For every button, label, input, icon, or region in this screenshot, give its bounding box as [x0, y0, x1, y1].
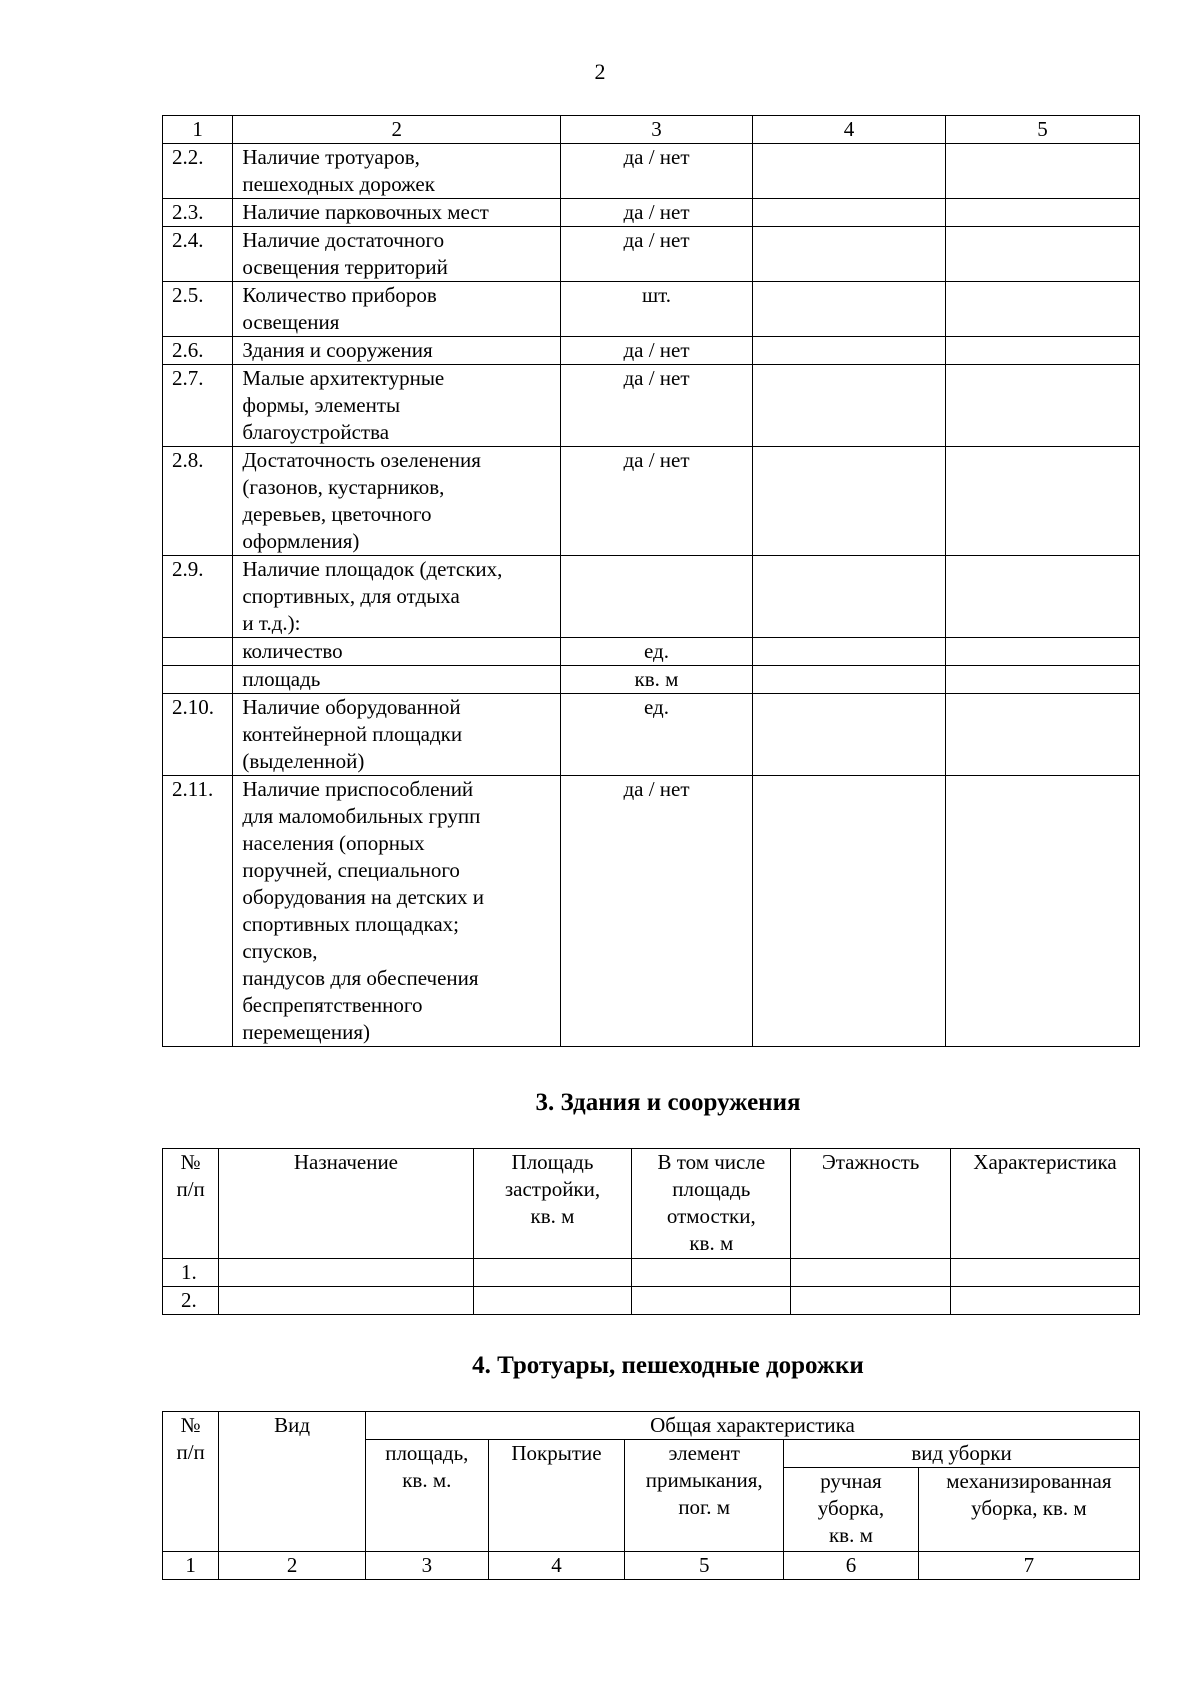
- table-row: [163, 144, 1140, 199]
- column-number: 6: [784, 1552, 919, 1580]
- row-name: Наличие парковочных мест: [233, 199, 561, 227]
- row-unit: ед.: [561, 694, 753, 776]
- row-value-4: [753, 365, 946, 447]
- empty-cell: [219, 1259, 473, 1287]
- row-value-4: [753, 227, 946, 282]
- row-unit: да / нет: [561, 776, 753, 1047]
- row-value-5: [945, 365, 1139, 447]
- column-number: 4: [488, 1552, 625, 1580]
- column-number: 2: [233, 116, 561, 144]
- empty-cell: [791, 1287, 951, 1315]
- table-row: [163, 365, 1140, 447]
- table-row: [163, 556, 1140, 638]
- table-row: [163, 199, 1140, 227]
- section-title-sidewalks: 4. Тротуары, пешеходные дорожки: [472, 1352, 864, 1379]
- row-value-4: [753, 447, 946, 556]
- row-name: Малые архитектурные формы, элементы благоустройства: [233, 365, 561, 447]
- row-value-5: [945, 666, 1139, 694]
- row-name: Количество приборов освещения: [233, 282, 561, 337]
- empty-cell: [632, 1259, 791, 1287]
- row-value-5: [945, 638, 1139, 666]
- column-number: 1: [163, 116, 233, 144]
- column-number: 3: [561, 116, 753, 144]
- row-value-5: [945, 556, 1139, 638]
- row-value-5: [945, 776, 1139, 1047]
- row-value-4: [753, 282, 946, 337]
- table-row: [163, 638, 1140, 666]
- row-unit: да / нет: [561, 199, 753, 227]
- page-number: 2: [594, 59, 606, 84]
- row-value-5: [945, 282, 1139, 337]
- column-number: 3: [366, 1552, 489, 1580]
- row-value-4: [753, 199, 946, 227]
- table-row: [163, 694, 1140, 776]
- row-value-5: [945, 227, 1139, 282]
- empty-cell: [632, 1287, 791, 1315]
- header-cleaning: вид уборки: [784, 1440, 1140, 1468]
- row-name: количество: [233, 638, 561, 666]
- row-number: 2.11.: [163, 776, 233, 1047]
- row-unit: ед.: [561, 638, 753, 666]
- row-value-4: [753, 776, 946, 1047]
- row-number: 2.2.: [163, 144, 233, 199]
- table-row: [163, 1287, 1140, 1315]
- column-header: № п/п: [163, 1149, 219, 1259]
- row-value-5: [945, 337, 1139, 365]
- column-number: 2: [219, 1552, 366, 1580]
- empty-cell: [951, 1259, 1140, 1287]
- column-numbers-row: [163, 1552, 1140, 1580]
- table-row: [163, 447, 1140, 556]
- row-value-4: [753, 666, 946, 694]
- header-area: площадь, кв. м.: [366, 1440, 489, 1552]
- row-number: 2.7.: [163, 365, 233, 447]
- row-value-4: [753, 337, 946, 365]
- table-row: [163, 776, 1140, 1047]
- row-unit: да / нет: [561, 227, 753, 282]
- row-number: 2.8.: [163, 447, 233, 556]
- column-header: Этажность: [791, 1149, 951, 1259]
- header-junction: элемент примыкания, пог. м: [625, 1440, 784, 1552]
- column-number: 1: [163, 1552, 219, 1580]
- row-name: Наличие достаточного освещения территорий: [233, 227, 561, 282]
- row-value-4: [753, 144, 946, 199]
- row-number: 2.3.: [163, 199, 233, 227]
- column-number: 7: [918, 1552, 1139, 1580]
- sidewalks-table: [162, 1411, 1140, 1580]
- row-name: Наличие приспособлений для маломобильных групп населения (опорных поручней, специального оборудования на детских и спортивных площадках; спусков, пандусов для обеспечения беспрепятственного перемещения): [233, 776, 561, 1047]
- row-value-5: [945, 447, 1139, 556]
- row-unit: да / нет: [561, 144, 753, 199]
- header-manual: ручная уборка, кв. м: [784, 1468, 919, 1552]
- indicators-table: [162, 115, 1140, 1047]
- row-value-5: [945, 199, 1139, 227]
- row-name: Наличие оборудованной контейнерной площадки (выделенной): [233, 694, 561, 776]
- header-cover: Покрытие: [488, 1440, 625, 1552]
- row-unit: кв. м: [561, 666, 753, 694]
- row-unit: [561, 556, 753, 638]
- header-type: Вид: [219, 1412, 366, 1552]
- header-general: Общая характеристика: [366, 1412, 1140, 1440]
- table-row: [163, 227, 1140, 282]
- row-name: Наличие тротуаров, пешеходных дорожек: [233, 144, 561, 199]
- column-header: Площадь застройки, кв. м: [473, 1149, 632, 1259]
- column-header: Назначение: [219, 1149, 473, 1259]
- row-number: 2.10.: [163, 694, 233, 776]
- header-num: № п/п: [163, 1412, 219, 1552]
- empty-cell: [473, 1287, 632, 1315]
- column-number: 4: [753, 116, 946, 144]
- row-unit: да / нет: [561, 447, 753, 556]
- header-row: [163, 116, 1140, 144]
- row-unit: да / нет: [561, 337, 753, 365]
- row-unit: шт.: [561, 282, 753, 337]
- row-value-4: [753, 638, 946, 666]
- table-row: [163, 666, 1140, 694]
- section-title-buildings: 3. Здания и сооружения: [535, 1089, 801, 1116]
- empty-cell: [219, 1287, 473, 1315]
- header-row: [163, 1149, 1140, 1259]
- header-mechanized: механизированная уборка, кв. м: [918, 1468, 1139, 1552]
- empty-cell: [791, 1259, 951, 1287]
- row-unit: да / нет: [561, 365, 753, 447]
- row-name: площадь: [233, 666, 561, 694]
- column-header: В том числе площадь отмостки, кв. м: [632, 1149, 791, 1259]
- row-value-5: [945, 144, 1139, 199]
- row-name: Здания и сооружения: [233, 337, 561, 365]
- row-number: 2.: [163, 1287, 219, 1315]
- row-value-5: [945, 694, 1139, 776]
- row-number: 1.: [163, 1259, 219, 1287]
- row-number: [163, 666, 233, 694]
- row-number: 2.6.: [163, 337, 233, 365]
- row-number: 2.4.: [163, 227, 233, 282]
- row-name: Достаточность озеленения (газонов, кустарников, деревьев, цветочного оформления): [233, 447, 561, 556]
- table-row: [163, 282, 1140, 337]
- column-header: Характеристика: [951, 1149, 1140, 1259]
- buildings-table: [162, 1148, 1140, 1315]
- empty-cell: [951, 1287, 1140, 1315]
- row-name: Наличие площадок (детских, спортивных, для отдыха и т.д.):: [233, 556, 561, 638]
- table-row: [163, 337, 1140, 365]
- row-number: 2.9.: [163, 556, 233, 638]
- column-number: 5: [945, 116, 1139, 144]
- column-number: 5: [625, 1552, 784, 1580]
- empty-cell: [473, 1259, 632, 1287]
- table-row: [163, 1259, 1140, 1287]
- row-value-4: [753, 694, 946, 776]
- row-value-4: [753, 556, 946, 638]
- row-number: 2.5.: [163, 282, 233, 337]
- row-number: [163, 638, 233, 666]
